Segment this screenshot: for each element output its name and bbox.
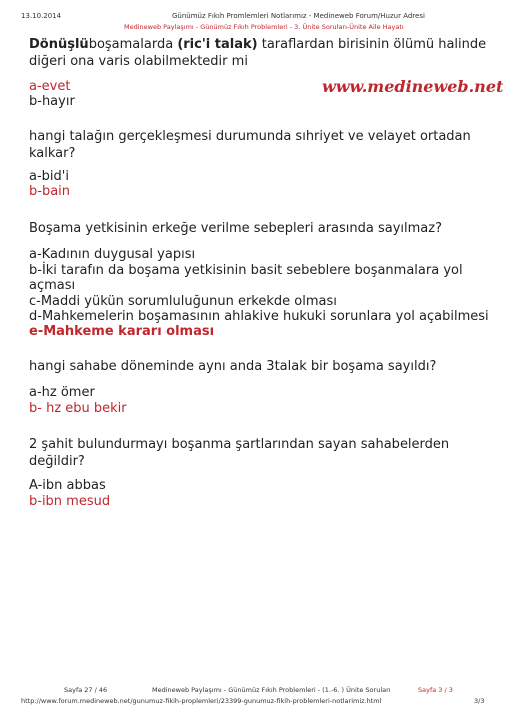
answer-option: açması (29, 278, 76, 293)
answer-option: A-ibn abbas (29, 478, 106, 493)
footer-title: Medineweb Paylaşımı - Günümüz Fıkıh Problemleri - (1.-6. ) Ünite Soruları (152, 686, 391, 694)
footer-page-number: Sayfa 27 / 46 (64, 686, 108, 694)
answer-option: b-bain (29, 184, 71, 199)
footer-page-right: Sayfa 3 / 3 (418, 686, 453, 694)
page-subtitle: Medineweb Paylaşımı - Günümüz Fıkıh Problemleri - 3. Ünite Soruları-Ünite Aile Hayatı (124, 23, 404, 31)
question-3-line-1: Boşama yetkisinin erkeğe verilme sebepleri arasında sayılmaz? (29, 221, 442, 236)
answer-option: b- hz ebu bekir (29, 401, 127, 416)
question-text-part: taraflardan birisinin ölümü halinde (257, 37, 487, 52)
question-5-line-1: 2 şahit bulundurmayı boşanma şartlarından sayan sahabelerden (29, 437, 450, 452)
footer-url-link[interactable]: http://www.forum.medineweb.net/gunumuz-fikih-proplemleri/23399-gunumuz-fikih-problemleri-notlarimiz.html (21, 697, 382, 705)
answer-option: b-hayır (29, 94, 75, 109)
question-text-part: Dönüşlü (29, 37, 89, 52)
answer-option: d-Mahkemelerin boşamasının ahlakive hukuki sorunlara yol açabilmesi (29, 309, 489, 324)
answer-option: c-Maddi yükün sorumluluğunun erkekde olması (29, 294, 337, 309)
answer-option: a-bid'i (29, 169, 69, 184)
answer-option: b-ibn mesud (29, 494, 111, 509)
answer-option: a-hz ömer (29, 385, 95, 400)
question-text-part: (ric'i talak) (177, 37, 258, 52)
print-date: 13.10.2014 (21, 12, 62, 20)
question-4-line-1: hangi sahabe döneminde aynı anda 3talak bir boşama sayıldı? (29, 359, 437, 374)
question-2-line-1: hangi talağın gerçekleşmesi durumunda sıhriyet ve velayet ortadan (29, 129, 471, 144)
question-text-part: boşamalarda (88, 37, 178, 52)
question-5-line-2: değildir? (29, 454, 85, 469)
answer-option: e-Mahkeme kararı olması (29, 324, 215, 339)
question-2-line-2: kalkar? (29, 146, 76, 161)
question-1-line-2: diğeri ona varis olabilmektedir mi (29, 54, 248, 69)
answer-option: a-Kadının duygusal yapısı (29, 247, 196, 262)
question-1-line-1 (29, 36, 486, 54)
answer-option: b-İki tarafın da boşama yetkisinin basit sebeblere boşanmalara yol (29, 263, 463, 278)
page-title: Günümüz Fıkıh Promlemleri Notlarımız - Medineweb Forum/Huzur Adresi (172, 12, 425, 20)
site-watermark: www.medineweb.net (322, 77, 504, 96)
answer-option: a-evet (29, 79, 71, 94)
footer-page-count: 3/3 (474, 697, 485, 705)
